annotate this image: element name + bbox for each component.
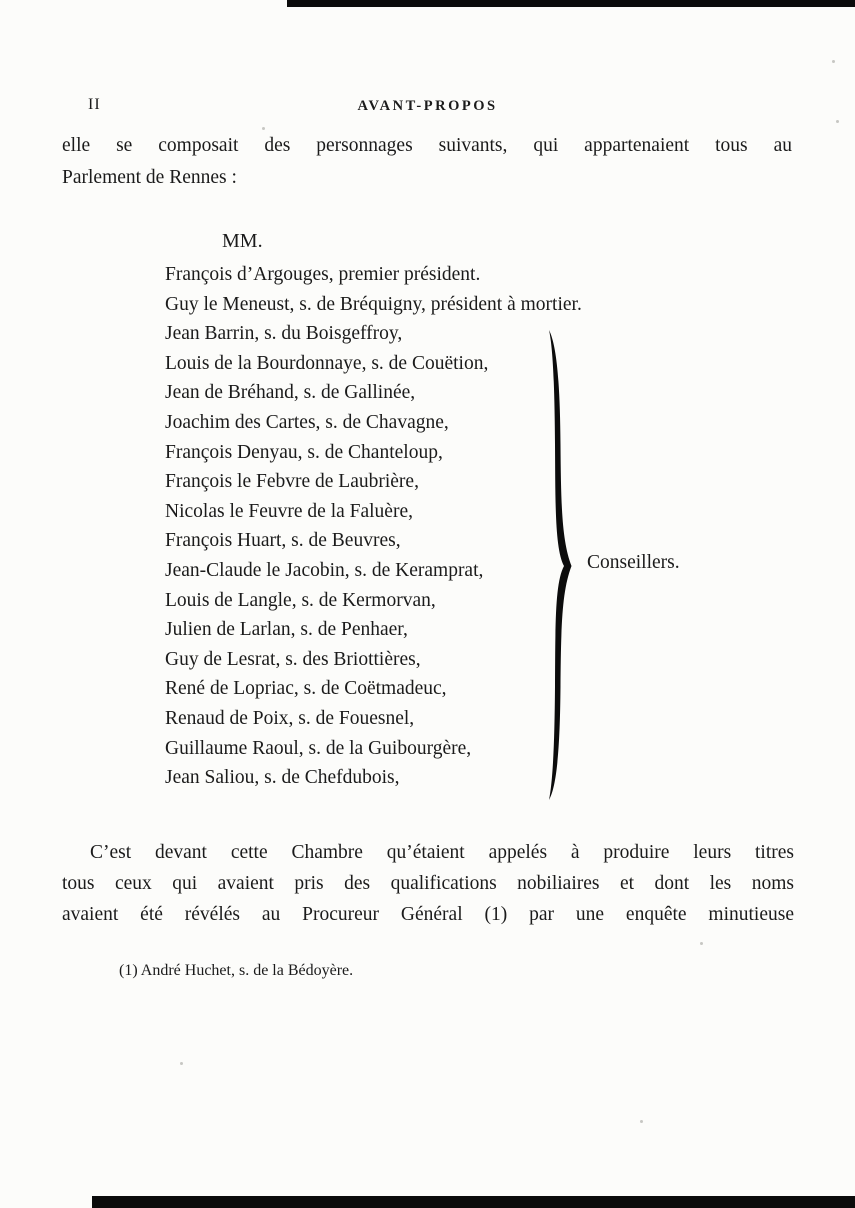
list-item: Louis de la Bourdonnaye, s. de Couëtion, bbox=[165, 352, 489, 374]
list-item: François Denyau, s. de Chanteloup, bbox=[165, 441, 443, 463]
scan-speck bbox=[262, 127, 265, 130]
list-item: Guy de Lesrat, s. des Briottières, bbox=[165, 648, 421, 670]
intro-line-2: Parlement de Rennes : bbox=[62, 167, 237, 188]
list-item: François le Febvre de Laubrière, bbox=[165, 471, 419, 493]
list-item: Renaud de Poix, s. de Fouesnel, bbox=[165, 707, 415, 729]
closing-line-3: avaient été révélés au Procureur Général (1) par une enquête minutieuse bbox=[62, 904, 794, 925]
closing-line-1: C’est devant cette Chambre qu’étaient appelés à produire leurs titres bbox=[90, 842, 794, 863]
brace-label: Conseillers. bbox=[587, 552, 680, 573]
list-item: Jean Saliou, s. de Chefdubois, bbox=[165, 767, 400, 789]
scan-artifact-bar-top bbox=[287, 0, 855, 7]
closing-paragraph bbox=[62, 837, 794, 930]
scan-speck bbox=[640, 1120, 643, 1123]
list-item: Guy le Meneust, s. de Bréquigny, président à mortier. bbox=[165, 293, 582, 315]
list-item: Guillaume Raoul, s. de la Guibourgère, bbox=[165, 737, 472, 759]
list-item: Julien de Larlan, s. de Penhaer, bbox=[165, 619, 408, 641]
intro-line-1: elle se composait des personnages suivants, qui appartenaient tous au bbox=[62, 135, 792, 156]
list-item: François d’Argouges, premier président. bbox=[165, 264, 481, 285]
list-item: Joachim des Cartes, s. de Chavagne, bbox=[165, 411, 449, 433]
running-header: AVANT-PROPOS bbox=[357, 98, 498, 114]
scan-speck bbox=[832, 60, 835, 63]
list-item: René de Lopriac, s. de Coëtmadeuc, bbox=[165, 678, 447, 700]
curly-brace-icon bbox=[543, 330, 573, 800]
list-item: Jean de Bréhand, s. de Gallinée, bbox=[165, 382, 416, 404]
scan-speck bbox=[180, 1062, 183, 1065]
intro-paragraph bbox=[62, 130, 792, 194]
list-item: François Huart, s. de Beuvres, bbox=[165, 530, 401, 552]
scan-speck bbox=[700, 942, 703, 945]
list-item: Louis de Langle, s. de Kermorvan, bbox=[165, 589, 436, 611]
list-item: Jean Barrin, s. du Boisgeffroy, bbox=[165, 323, 403, 345]
list-item: Nicolas le Feuvre de la Faluère, bbox=[165, 500, 413, 522]
list-item: Jean-Claude le Jacobin, s. de Keramprat, bbox=[165, 559, 484, 581]
scan-artifact-bar-bottom bbox=[92, 1196, 855, 1208]
page-number: II bbox=[88, 96, 101, 113]
footnote: (1) André Huchet, s. de la Bédoyère. bbox=[119, 962, 354, 979]
scan-speck bbox=[836, 120, 839, 123]
list-heading-mm: MM. bbox=[222, 230, 263, 252]
closing-line-2: tous ceux qui avaient pris des qualifications nobiliaires et dont les noms bbox=[62, 873, 794, 894]
member-list bbox=[165, 260, 582, 793]
